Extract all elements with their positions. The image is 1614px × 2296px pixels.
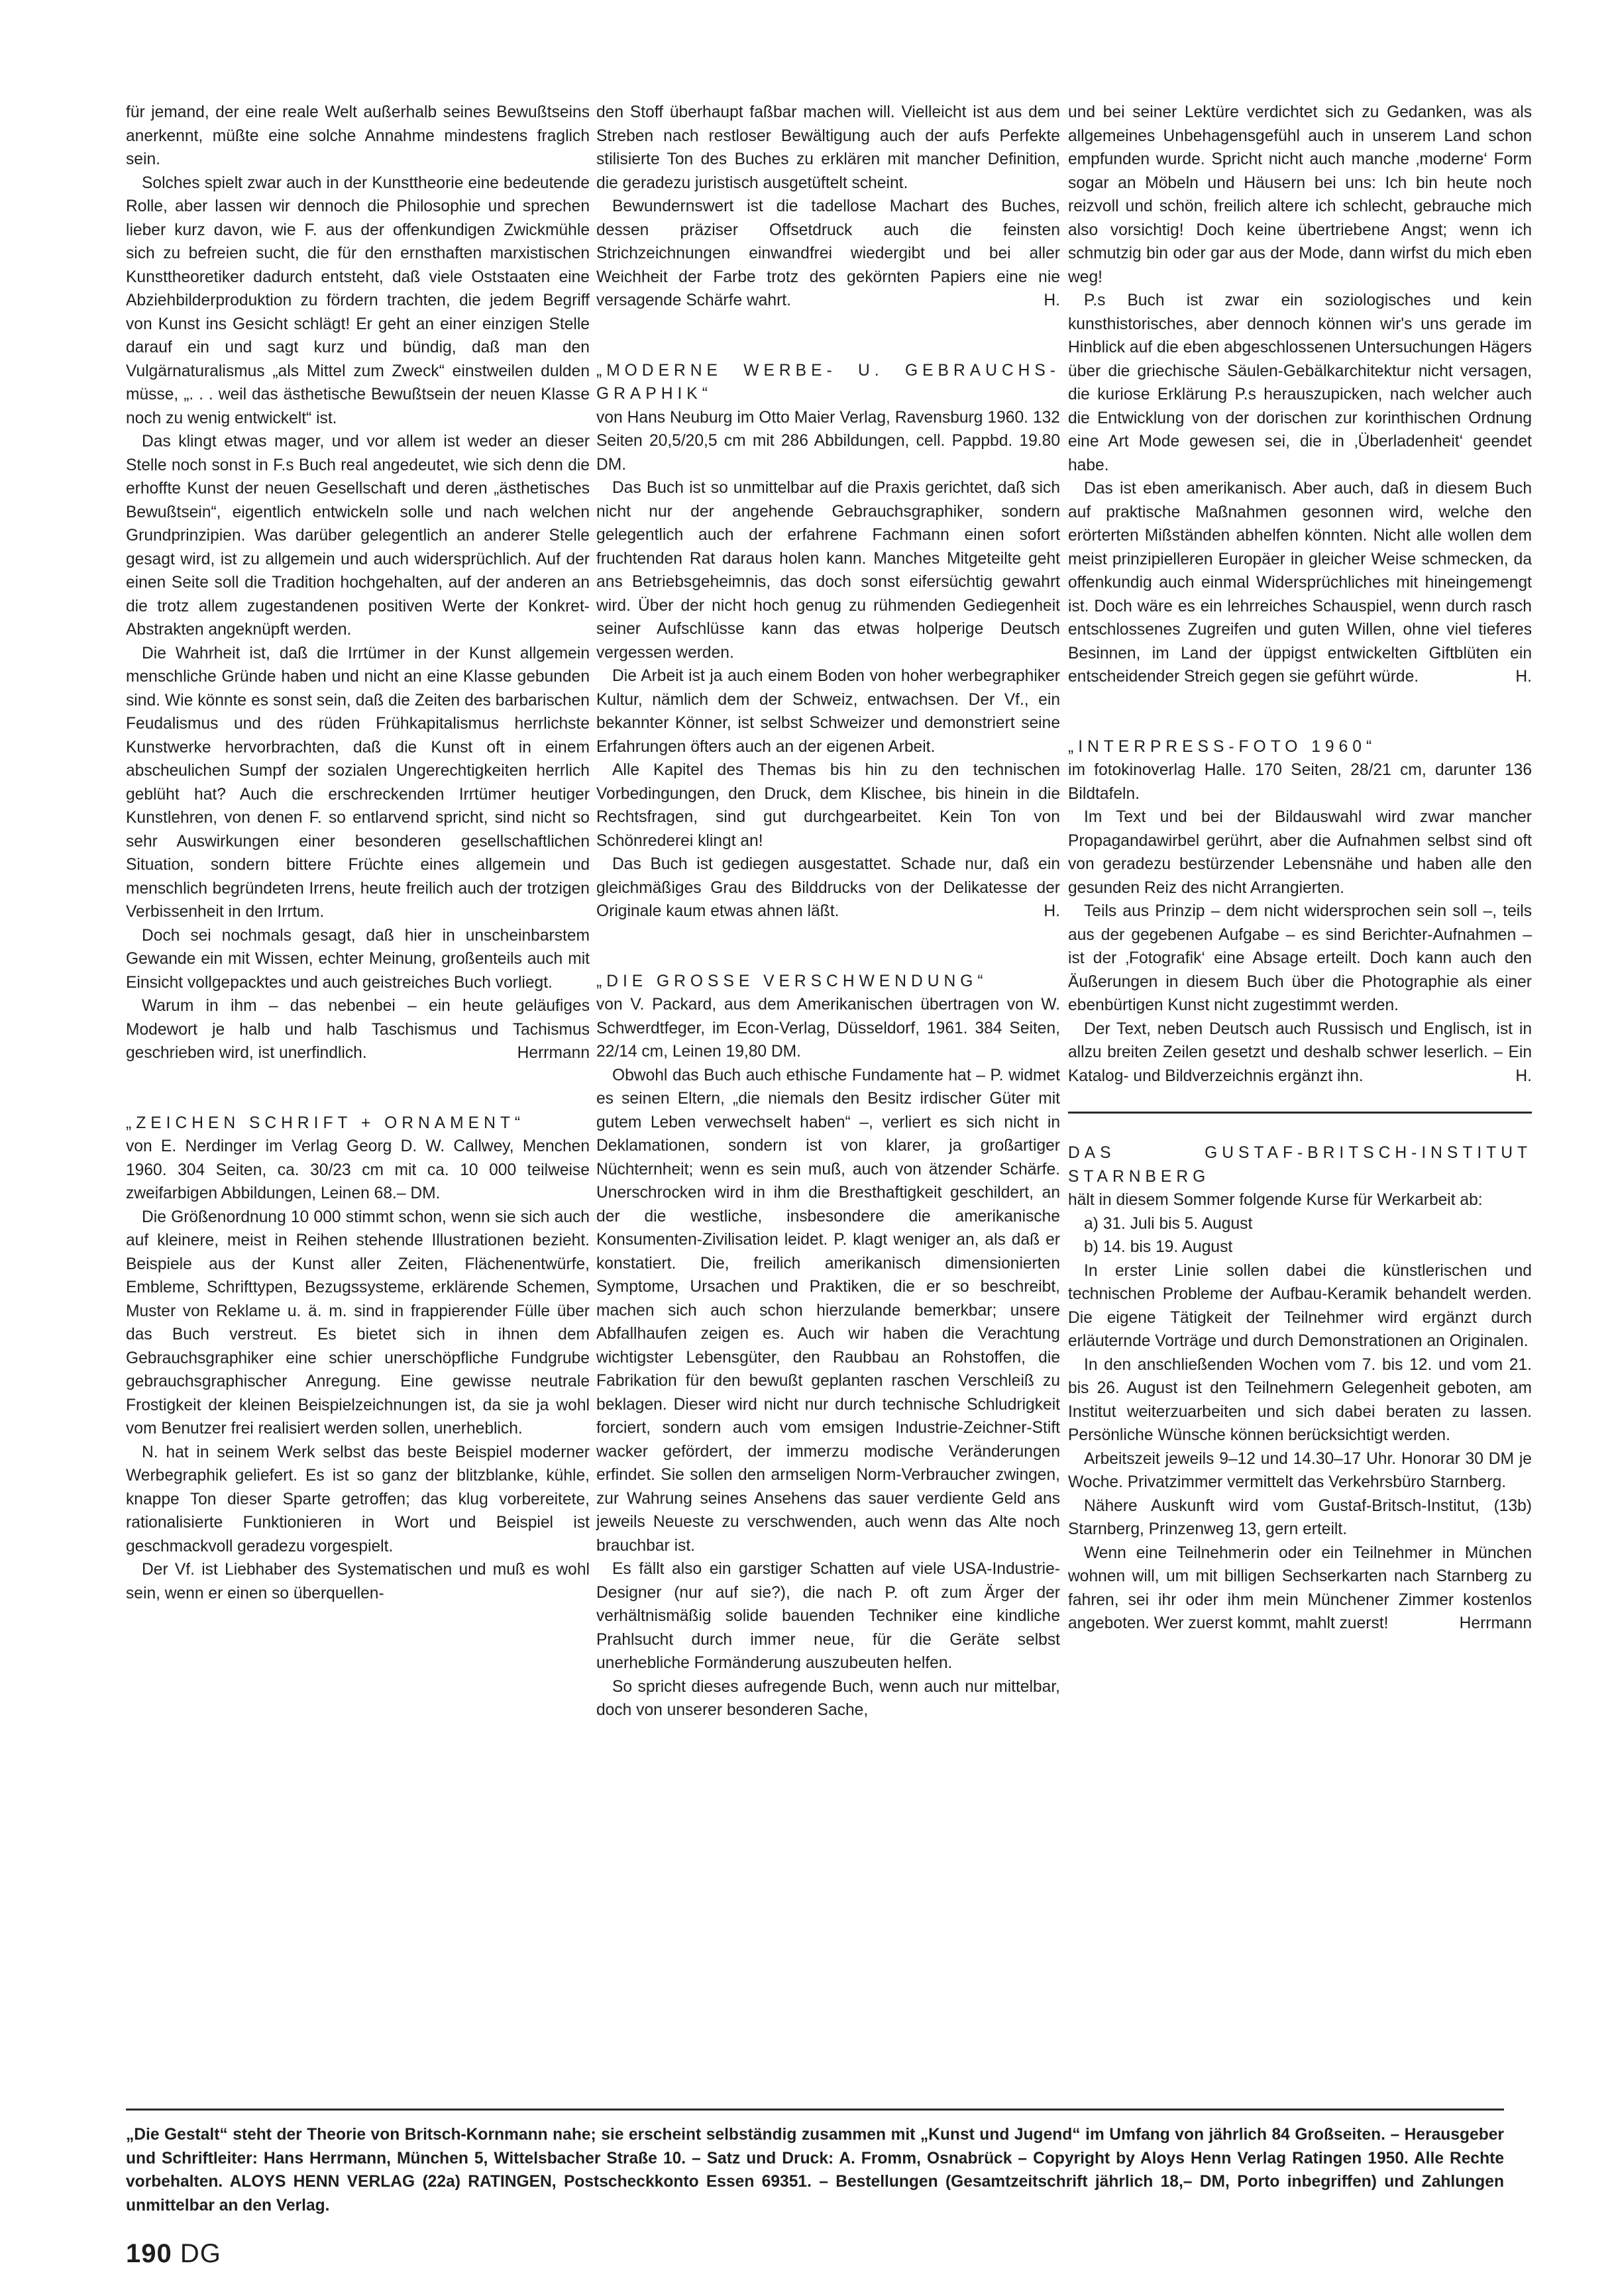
col3-paragraph	[1068, 1018, 1532, 1088]
col3-paragraph: Nähere Auskunft wird vom Gustaf-Britsch-Institut, (13b) Starnberg, Prinzenweg 13, gern erteilt.	[1068, 1496, 1532, 1538]
col3-paragraph-text: Das ist eben amerikanisch. Aber auch, daß in diesem Buch auf praktische Maßnahmen gesonnen wird, welche den erörterten Mißständen abhelfen könnten. Nicht alle wollen dem meist prinzipielleren Europäer in gleicher Weise schmecken, da offenkundig auch einmal Widersprüchliches mit hineingemengt ist. Doch wäre es ein lehrreiches Schauspiel, wenn durch rasch entschlossenes Zugreifen und guten Willen, ohne viel tieferes Besinnen, im Land der üppigst entwickelten Giftblüten ein entscheidender Streich gegen sie geführt würde.	[1068, 480, 1532, 686]
col3-paragraph: Arbeitszeit jeweils 9–12 und 14.30–17 Uhr. Honorar 30 DM je Woche. Privatzimmer vermittelt das Verkehrsbüro Starnberg.	[1068, 1449, 1532, 1491]
col2-paragraph-text: Bewundernswert ist die tadellose Machart des Buches, dessen präziser Offsetdruck auch die feinsten Strichzeichnungen einwandfrei wiedergibt und bei aller Weichheit der Farbe trotz des gekörnten Papiers eine nie versagende Schärfe wahrt.	[596, 197, 1060, 309]
review-heading: „ZEICHEN SCHRIFT + ORNAMENT“	[126, 1114, 525, 1132]
notice-intro: hält in diesem Sommer folgende Kurse für Werkarbeit ab:	[1068, 1191, 1483, 1209]
col1-paragraph: Die Wahrheit ist, daß die Irrtümer in der Kunst allgemein menschliche Gründe haben und nicht an eine Klasse gebunden sind. Wie könnte es sonst sein, daß die Zeiten des barbarischen Feudalismus und des rüden Frühkapitalismus herrlichste Kunstwerke hervorbrachten, daß die Kunst oft in einem abscheulichen Sumpf der sozialen Ungerechtigkeiten herrlich geblüht hat? Auch die erschreckenden Irrtümer heutiger Kunstlehren, von denen F. so entlarvend spricht, sind nicht so sehr Auswirkungen einer besonderen gesellschaftlichen Situation, sondern bittere Früchte eines allgemein und menschlich begründeten Irrens, heute freilich auch der trotzigen Verbissenheit in den Irrtum.	[126, 644, 590, 921]
col3-paragraph: In erster Linie sollen dabei die künstlerischen und technischen Probleme der Aufbau-Keramik behandelt werden. Die eigene Tätigkeit der Teilnehmer wird ergänzt durch erläuternde Vorträge und durch Demonstrationen an Originalen.	[1068, 1261, 1532, 1350]
col2-paragraph	[596, 195, 1060, 313]
book-details: von V. Packard, aus dem Amerikanischen übertragen von W. Schwerdtfeger, im Econ-Verlag, Düsseldorf, 1961. 384 Seiten, 22/14 cm, Leinen 19,80 DM.	[596, 996, 1060, 1061]
review-heading: „MODERNE WERBE- U. GEBRAUCHS-GRAPHIK“	[596, 361, 1060, 403]
page-number-block	[126, 2239, 221, 2269]
col3-paragraph: Teils aus Prinzip – dem nicht widersprochen sein soll –, teils aus der gegebenen Aufgabe – es sind Berichter-Aufnahmen – ist der ‚Fotografik‘ eine Absage erteilt. Doch kann auch den Äußerungen in diesem Buch über die Photographie als einer ebenbürtigen Kunst nicht zugestimmt werden.	[1068, 902, 1532, 1014]
signature: H.	[1515, 1067, 1532, 1085]
col2-paragraph: Es fällt also ein garstiger Schatten auf viele USA-Industrie-Designer (nur auf sie?), die nach P. oft zum Ärger der verhältnismäßig solide bauenden Techniker eine kindliche Prahlsucht durch immer neue, für die Geräte selbst unerhebliche Formänderung auszubeuten helfen.	[596, 1560, 1060, 1672]
col3-paragraph: und bei seiner Lektüre verdichtet sich zu Gedanken, was als allgemeines Unbehagensgefühl auch in unserem Land schon empfunden wurde. Spricht nicht auch manche ‚moderne‘ Form sogar an Möbeln und Häusern bei uns: Ich bin heute noch reizvoll und schön, freilich altere ich schlecht, gebrauche mich also vorsichtig! Doch keine übertriebene Angst; wenn ich schmutzig bin oder gar aus der Mode, dann wirfst du mich eben weg!	[1068, 103, 1532, 286]
signature: H.	[1044, 902, 1060, 920]
notice-heading: DAS GUSTAF-BRITSCH-INSTITUT STARNBERG	[1068, 1144, 1532, 1186]
list-item: a) 31. Juli bis 5. August	[1084, 1214, 1253, 1233]
col2-paragraph: Das Buch ist so unmittelbar auf die Praxis gerichtet, daß sich nicht nur der angehende Gebrauchsgraphiker, sondern gelegentlich auch der erfahrene Fachmann einen sofort fruchtenden Rat daraus holen kann. Manches Mitgeteilte geht ans Betriebsgeheimnis, das doch sonst eifersüchtig gewahrt wird. Über der nicht hoch genug zu rühmenden Gediegenheit seiner Aufschlüsse kann das etwas holperige Deutsch vergessen werden.	[596, 479, 1060, 662]
col1-paragraph: Der Vf. ist Liebhaber des Systematischen und muß es wohl sein, wenn er einen so überquellen-	[126, 1561, 590, 1602]
review-heading: „DIE GROSSE VERSCHWENDUNG“	[596, 972, 988, 990]
col1-paragraph-text: Warum in ihm – das nebenbei – ein heute geläufiges Modewort je halb und halb Taschismus und Tachismus geschrieben wird, ist unerfindlich.	[126, 997, 590, 1062]
spacer	[126, 1065, 590, 1112]
col2-paragraph: Die Arbeit ist ja auch einem Boden von hoher werbegraphiker Kultur, nämlich dem der Schweiz, entwachsen. Der Vf., ein bekannter Könner, ist selbst Schweizer und demonstriert seine Erfahrungen öfters auch an der eigenen Arbeit.	[596, 667, 1060, 756]
col1-paragraph	[126, 994, 590, 1065]
journal-abbrev: DG	[180, 2239, 221, 2268]
col2-paragraph: Obwohl das Buch auch ethische Fundamente hat – P. widmet es seinen Eltern, „die niemals den Besitz irdischer Güter mit gutem Leben verwechselt haben“ –, verliert es sich nicht in Deklamationen, sondern ist von klarer, ja großartiger Nüchternheit; wenn es sein muß, auch von ätzender Schärfe. Unerschrocken wird in ihm die Bresthaftigkeit geschildert, an der die westliche, insbesondere die amerikanische Konsumenten-Zivilisation leidet. P. klagt weniger an, als daß er konstatiert. Die, freilich amerikanisch dimensionierten Symptome, Ursachen und Praktiken, die er so beschreibt, machen sich auch schon hierzulande bemerkbar; unsere Abfallhaufen zeigen es. Auch wir haben die Verachtung wichtigster Lebensgüter, den Raubbau an Rohstoffen, die Fabrikation für den bewußt geplanten raschen Verschleiß zu beklagen. Dieser wird nicht nur durch technische Schludrigkeit forciert, sondern auch vom emsigen Industrie-Zeichner-Stift wacker gefördert, der immerzu modische Veränderungen erfindet. Sie sollen den armseligen Norm-Verbraucher zwingen, zur Wahrung seines Ansehens das sauer verdiente Geld ans jeweils Neueste zu verschwenden, auch wenn das Alte noch brauchbar ist.	[596, 1066, 1060, 1555]
section-divider	[1068, 1112, 1532, 1114]
column-1	[126, 101, 590, 1602]
col1-paragraph: für jemand, der eine reale Welt außerhalb seines Bewußtseins anerkennt, müßte eine solche Annahme mindestens fraglich sein.	[126, 103, 590, 168]
col2-paragraph: den Stoff überhaupt faßbar machen will. Vielleicht ist aus dem Streben nach restloser Bewältigung auch der aufs Perfekte stilisierte Ton des Buches zu erklären mit mancher Definition, die geradezu juristisch ausgetüftelt scheint.	[596, 103, 1060, 192]
col3-paragraph	[1068, 1541, 1532, 1636]
signature: Herrmann	[1459, 1614, 1532, 1632]
col1-paragraph: N. hat in seinem Werk selbst das beste Beispiel moderner Werbegraphik geliefert. Es ist so ganz der blitzblanke, kühle, knappe Ton dieser Sparte getroffen; das klug vorbereitete, rationalisierte Funktionieren in Wort und Beispiel ist geschmackvoll geradezu vorgespielt.	[126, 1443, 590, 1555]
review-heading: „INTERPRESS-FOTO 1960“	[1068, 737, 1377, 756]
footer-top-rule	[126, 2109, 1504, 2111]
imprint-text: „Die Gestalt“ steht der Theorie von Britsch-Kornmann nahe; sie erscheint selbständig zusammen mit „Kunst und Jugend“ im Umfang von jährlich 84 Großseiten. – Herausgeber und Schriftleiter: Hans Herrmann, München 5, Wittelsbacher Straße 10. – Satz und Druck: A. Fromm, Osnabrück – Copyright by Aloys Henn Verlag Ratingen 1950. Alle Rechte vorbehalten. ALOYS HENN VERLAG (22a) RATINGEN, Postscheckkonto Essen 69351. – Bestellungen (Gesamtzeitschrift jährlich 18,– DM, Porto inbegriffen) und Zahlungen unmittelbar an den Verlag.	[126, 2126, 1504, 2215]
signature: H.	[1515, 668, 1532, 686]
col2-paragraph: Alle Kapitel des Themas bis hin zu den technischen Vorbedingungen, den Druck, dem Klischee, bis hinein in die Rechtsfragen, sind gut durchgearbeitet. Kein Ton von Schönrederei klingt an!	[596, 761, 1060, 850]
col3-paragraph	[1068, 477, 1532, 689]
col2-paragraph-text: Das Buch ist gediegen ausgestattet. Schade nur, daß ein gleichmäßiges Grau des Bilddrucks von der Delikatesse der Originale kaum etwas ahnen läßt.	[596, 855, 1060, 920]
signature: H.	[1044, 291, 1060, 309]
signature: Herrmann	[517, 1044, 590, 1062]
col3-paragraph: In den anschließenden Wochen vom 7. bis 12. und vom 21. bis 26. August ist den Teilnehmern Gelegenheit geboten, am Institut weiterzuarbeiten und sich dabei beraten zu lassen. Persönliche Wünsche können berücksichtigt werden.	[1068, 1355, 1532, 1444]
book-details: im fotokinoverlag Halle. 170 Seiten, 28/21 cm, darunter 136 Bildtafeln.	[1068, 761, 1532, 803]
col3-paragraph-text: Wenn eine Teilnehmerin oder ein Teilnehmer in München wohnen will, um mit billigen Sechserkarten nach Starnberg zu fahren, sei ihr oder ihm mein Münchener Zimmer kostenlos angeboten. Wer zuerst kommt, mahlt zuerst!	[1068, 1543, 1532, 1632]
column-2	[596, 101, 1060, 1719]
spacer	[596, 923, 1060, 970]
col1-paragraph: Solches spielt zwar auch in der Kunsttheorie eine bedeutende Rolle, aber lassen wir dennoch die Philosophie und sprechen lieber kurz davon, wie F. aus der offenkundigen Zwickmühle sich zu befreien sucht, die für den ernsthaften marxistischen Kunsttheoretiker dadurch entsteht, daß viele Oststaaten eine Abziehbilderproduktion zu fördern trachten, die jedem Begriff von Kunst ins Gesicht schlägt! Er geht an einer einzigen Stelle darauf ein und sagt kurz und bündig, daß man den Vulgärnaturalismus „als Mittel zum Zweck“ einstweilen dulden müsse, „. . . weil das ästhetische Bewußtsein der neuen Klasse noch zu wenig entwickelt“ ist.	[126, 174, 590, 427]
book-details: von Hans Neuburg im Otto Maier Verlag, Ravensburg 1960. 132 Seiten 20,5/20,5 cm mit 286 Abbildungen, cell. Pappbd. 19.80 DM.	[596, 408, 1060, 474]
col3-paragraph-text: Der Text, neben Deutsch auch Russisch und Englisch, ist in allzu breiten Zeilen gesetzt und deshalb schwer leserlich. – Ein Katalog- und Bildverzeichnis ergänzt ihn.	[1068, 1019, 1532, 1085]
page-number: 190	[126, 2239, 172, 2268]
col3-paragraph: Im Text und bei der Bildauswahl wird zwar mancher Propagandawirbel gerührt, aber die Aufnahmen selbst sind oft von geradezu bestürzender Lebensnähe und haben alle den gesunden Reiz des nicht Arrangierten.	[1068, 808, 1532, 897]
list-item: b) 14. bis 19. August	[1084, 1238, 1233, 1256]
course-dates-list	[1068, 1212, 1532, 1259]
column-3	[1068, 101, 1533, 1632]
col1-paragraph: Das klingt etwas mager, und vor allem ist weder an dieser Stelle noch sonst in F.s Buch real angedeutet, wie sich denn die erhoffte Kunst der neuen Gesellschaft und deren „ästhetisches Bewußtsein“, eigentlich entwickeln solle und nach welchen Grundprinzipien. Was darüber gelegentlich an anderer Stelle gesagt wird, ist zu allgemein und auch widersprüchlich. Auf der einen Seite soll die Tradition hochgehalten, auf der anderen an die trotz allem zugestandenen positiven Werte der Konkret-Abstrakten angeknüpft werden.	[126, 433, 590, 639]
spacer	[1068, 689, 1532, 735]
book-details: von E. Nerdinger im Verlag Georg D. W. Callwey, Menchen 1960. 304 Seiten, ca. 30/23 cm mit ca. 10 000 teilweise zweifarbigen Abbildungen, Leinen 68.– DM.	[126, 1137, 590, 1202]
spacer	[596, 313, 1060, 359]
col1-paragraph: Die Größenordnung 10 000 stimmt schon, wenn sie sich auch auf kleinere, meist in Reihen stehende Illustrationen bezieht. Beispiele aus der Kunst aller Zeiten, Flächenentwürfe, Embleme, Schrifttypen, Bezugssysteme, erklärende Schemen, Muster von Reklame u. ä. m. sind in frappierender Fülle über das Buch verstreut. Es bietet sich in ihnen dem Gebrauchsgraphiker eine schier unerschöpfliche Fundgrube gebrauchsgraphischer Anregung. Eine gewisse neutrale Frostigkeit der kleinen Beispielzeichnungen ist, da sie ja wohl vom Benutzer frei realisiert werden sollen, unerheblich.	[126, 1208, 590, 1437]
col3-paragraph: P.s Buch ist zwar ein soziologisches und kein kunsthistorisches, aber dennoch können wir's uns gerade im Hinblick auf die eben abgeschlossenen Untersuchungen Hägers über die griechische Säulen-Gebälkarchitektur nicht versagen, die kuriose Erklärung P.s herauszupicken, nach welcher auch die Entwicklung von der dorischen zur korinthischen Ordnung eine Art Mode gewesen sei, die in ‚Überladenheit‘ geendet habe.	[1068, 291, 1533, 474]
col1-paragraph: Doch sei nochmals gesagt, daß hier in unscheinbarstem Gewande ein mit Wissen, echter Meinung, großenteils auch mit Einsicht vollgepacktes und auch geistreiches Buch vorliegt.	[126, 926, 590, 992]
col2-paragraph	[596, 853, 1060, 923]
col2-paragraph: So spricht dieses aufregende Buch, wenn auch nur mittelbar, doch von unserer besonderen Sache,	[596, 1677, 1060, 1719]
